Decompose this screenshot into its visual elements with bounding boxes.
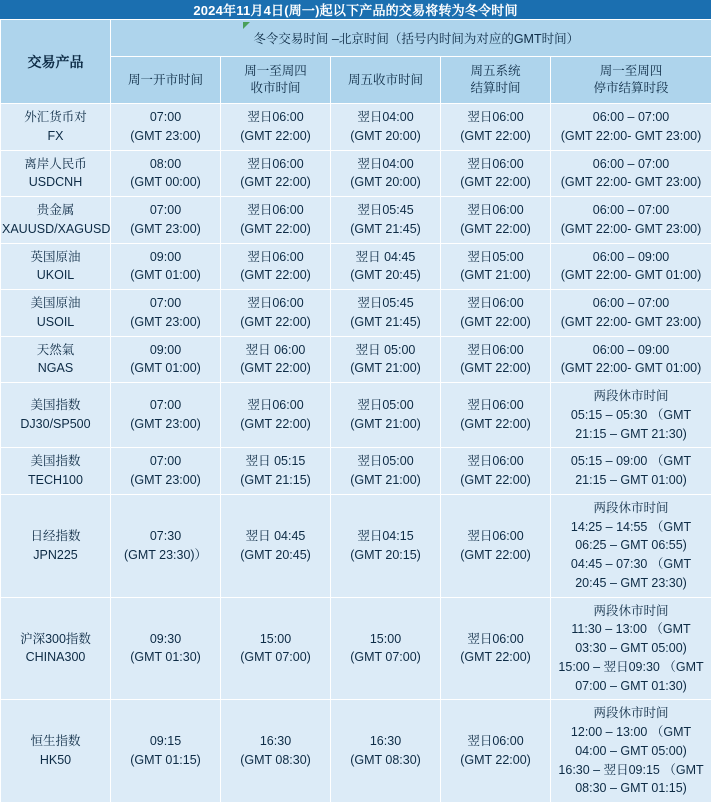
close-mon-thu-cell-local: 15:00: [260, 632, 291, 646]
close-mon-thu-cell-local: 翌日06:00: [247, 296, 303, 310]
settle-fri-cell-local: 翌日06:00: [467, 398, 523, 412]
close-fri-cell-local: 翌日05:00: [357, 454, 413, 468]
break-settlement-cell: [551, 104, 711, 151]
open-time-cell-local: 07:00: [150, 203, 181, 217]
product-symbol: USOIL: [2, 313, 109, 332]
break-line: (GMT 22:00- GMT 01:00): [553, 359, 709, 378]
settle-fri-cell-gmt: (GMT 21:00): [443, 266, 548, 285]
open-time-cell: [111, 700, 221, 803]
close-mon-thu-cell: [221, 197, 331, 244]
header-col-settle-fri: [441, 57, 551, 104]
product-cell: [1, 448, 111, 495]
close-fri-cell-local: 翌日04:00: [357, 110, 413, 124]
table-row: [1, 383, 711, 448]
close-mon-thu-cell-gmt: (GMT 22:00): [223, 313, 328, 332]
settle-fri-cell-gmt: (GMT 22:00): [443, 751, 548, 770]
close-fri-cell: [331, 597, 441, 700]
product-cell: [1, 150, 111, 197]
break-settlement-cell: [551, 597, 711, 700]
product-name: 外汇货币对: [2, 108, 109, 127]
table-row: [1, 597, 711, 700]
close-fri-cell-local: 翌日05:45: [357, 203, 413, 217]
open-time-cell: [111, 290, 221, 337]
page-title: [0, 0, 711, 19]
close-fri-cell: [331, 243, 441, 290]
break-line: 06:00 – 09:00: [553, 341, 709, 360]
open-time-cell: [111, 197, 221, 244]
table-row: [1, 243, 711, 290]
open-time-cell: [111, 597, 221, 700]
open-time-cell-local: 09:30: [150, 632, 181, 646]
break-line: 11:30 – 13:00 （GMT: [553, 620, 709, 639]
break-line: (GMT 22:00- GMT 23:00): [553, 173, 709, 192]
settle-fri-cell-gmt: (GMT 22:00): [443, 173, 548, 192]
close-mon-thu-cell: [221, 336, 331, 383]
header-col-close-mon-thu-l1: 周一至周四: [222, 63, 329, 80]
header-col-break-l1: 周一至周四: [552, 63, 710, 80]
table-row: [1, 336, 711, 383]
settle-fri-cell-gmt: (GMT 22:00): [443, 648, 548, 667]
close-mon-thu-cell: [221, 494, 331, 597]
break-line: (GMT 22:00- GMT 23:00): [553, 127, 709, 146]
settle-fri-cell: [441, 700, 551, 803]
break-settlement-cell: [551, 383, 711, 448]
open-time-cell-local: 07:00: [150, 398, 181, 412]
break-note: 两段休市时间: [553, 704, 709, 723]
break-line: 06:00 – 09:00: [553, 248, 709, 267]
open-time-cell: [111, 104, 221, 151]
table-row: [1, 290, 711, 337]
settle-fri-cell-gmt: (GMT 22:00): [443, 471, 548, 490]
close-mon-thu-cell-gmt: (GMT 21:15): [223, 471, 328, 490]
close-fri-cell-local: 翌日04:00: [357, 157, 413, 171]
open-time-cell-gmt: (GMT 23:00): [113, 415, 218, 434]
close-mon-thu-cell: [221, 243, 331, 290]
break-settlement-cell: [551, 197, 711, 244]
close-fri-cell-gmt: (GMT 08:30): [333, 751, 438, 770]
close-mon-thu-cell: [221, 290, 331, 337]
product-symbol: HK50: [2, 751, 109, 770]
close-fri-cell: [331, 104, 441, 151]
open-time-cell: [111, 383, 221, 448]
settle-fri-cell-local: 翌日06:00: [467, 296, 523, 310]
open-time-cell-gmt: (GMT 23:00): [113, 313, 218, 332]
open-time-cell-gmt: (GMT 01:15): [113, 751, 218, 770]
product-symbol: CHINA300: [2, 648, 109, 667]
header-span-title-text: 冬令交易时间 –北京时间（括号内时间为对应的GMT时间）: [253, 32, 579, 46]
close-mon-thu-cell-local: 翌日06:00: [247, 157, 303, 171]
break-line: 05:15 – 05:30 （GMT: [553, 406, 709, 425]
open-time-cell-local: 09:00: [150, 343, 181, 357]
settle-fri-cell: [441, 494, 551, 597]
product-symbol: JPN225: [2, 546, 109, 565]
product-name: 贵金属: [2, 201, 109, 220]
header-col-open-l1: 周一开市时间: [112, 72, 219, 89]
close-fri-cell-gmt: (GMT 20:00): [333, 173, 438, 192]
break-line: 20:45 – GMT 23:30): [553, 574, 709, 593]
open-time-cell-gmt: (GMT 23:00): [113, 471, 218, 490]
break-line: 05:15 – 09:00 （GMT: [553, 452, 709, 471]
open-time-cell-local: 07:00: [150, 296, 181, 310]
open-time-cell: [111, 448, 221, 495]
break-settlement-cell: [551, 290, 711, 337]
close-fri-cell-gmt: (GMT 21:00): [333, 415, 438, 434]
close-mon-thu-cell-gmt: (GMT 22:00): [223, 220, 328, 239]
corner-marker-icon: [243, 22, 250, 29]
break-line: (GMT 22:00- GMT 23:00): [553, 313, 709, 332]
settle-fri-cell: [441, 383, 551, 448]
product-cell: [1, 197, 111, 244]
close-fri-cell-gmt: (GMT 21:45): [333, 313, 438, 332]
close-mon-thu-cell-local: 翌日 06:00: [246, 343, 306, 357]
break-line: 08:30 – GMT 01:15): [553, 779, 709, 798]
break-settlement-cell: [551, 150, 711, 197]
close-fri-cell: [331, 150, 441, 197]
open-time-cell-gmt: (GMT 23:00): [113, 127, 218, 146]
settle-fri-cell-local: 翌日05:00: [467, 250, 523, 264]
break-settlement-cell: [551, 494, 711, 597]
close-mon-thu-cell-local: 翌日06:00: [247, 398, 303, 412]
close-mon-thu-cell-local: 16:30: [260, 734, 291, 748]
open-time-cell-local: 07:00: [150, 454, 181, 468]
close-fri-cell-local: 15:00: [370, 632, 401, 646]
break-line: (GMT 22:00- GMT 01:00): [553, 266, 709, 285]
break-line: 03:30 – GMT 05:00): [553, 639, 709, 658]
product-name: 天然氣: [2, 341, 109, 360]
close-mon-thu-cell-local: 翌日06:00: [247, 203, 303, 217]
settle-fri-cell-local: 翌日06:00: [467, 110, 523, 124]
product-cell: [1, 336, 111, 383]
close-fri-cell-gmt: (GMT 20:00): [333, 127, 438, 146]
product-name: 恒生指数: [2, 732, 109, 751]
break-line: (GMT 22:00- GMT 23:00): [553, 220, 709, 239]
header-col-close-fri: [331, 57, 441, 104]
close-mon-thu-cell: [221, 150, 331, 197]
table-row: [1, 448, 711, 495]
close-mon-thu-cell-gmt: (GMT 07:00): [223, 648, 328, 667]
break-note: 两段休市时间: [553, 387, 709, 406]
close-fri-cell-local: 翌日 04:45: [356, 250, 416, 264]
close-fri-cell-gmt: (GMT 21:00): [333, 359, 438, 378]
product-cell: [1, 597, 111, 700]
break-line: 06:25 – GMT 06:55): [553, 536, 709, 555]
product-name: 日经指数: [2, 527, 109, 546]
settle-fri-cell: [441, 290, 551, 337]
product-name: 沪深300指数: [2, 630, 109, 649]
header-col-close-mon-thu-l2: 收市时间: [222, 80, 329, 97]
close-mon-thu-cell-gmt: (GMT 22:00): [223, 359, 328, 378]
break-note: 两段休市时间: [553, 602, 709, 621]
close-fri-cell-gmt: (GMT 20:15): [333, 546, 438, 565]
product-cell: [1, 243, 111, 290]
settle-fri-cell: [441, 197, 551, 244]
open-time-cell-gmt: (GMT 01:00): [113, 359, 218, 378]
settle-fri-cell-local: 翌日06:00: [467, 454, 523, 468]
close-fri-cell-local: 翌日05:00: [357, 398, 413, 412]
close-mon-thu-cell: [221, 383, 331, 448]
settle-fri-cell: [441, 336, 551, 383]
product-symbol: USDCNH: [2, 173, 109, 192]
close-fri-cell: [331, 448, 441, 495]
settle-fri-cell-local: 翌日06:00: [467, 157, 523, 171]
product-name: 离岸人民币: [2, 155, 109, 174]
header-col-settle-fri-l2: 结算时间: [442, 80, 549, 97]
product-symbol: TECH100: [2, 471, 109, 490]
open-time-cell-gmt: (GMT 01:00): [113, 266, 218, 285]
break-line: 06:00 – 07:00: [553, 201, 709, 220]
settle-fri-cell: [441, 150, 551, 197]
table-body: [1, 104, 711, 803]
product-name: 美国指数: [2, 452, 109, 471]
break-line: 21:15 – GMT 01:00): [553, 471, 709, 490]
settle-fri-cell-gmt: (GMT 22:00): [443, 127, 548, 146]
close-mon-thu-cell-local: 翌日 05:15: [246, 454, 306, 468]
open-time-cell: [111, 336, 221, 383]
close-fri-cell: [331, 700, 441, 803]
close-mon-thu-cell-local: 翌日 04:45: [246, 529, 306, 543]
product-name: 英国原油: [2, 248, 109, 267]
close-mon-thu-cell-local: 翌日06:00: [247, 110, 303, 124]
close-mon-thu-cell: [221, 104, 331, 151]
product-cell: [1, 494, 111, 597]
product-symbol: DJ30/SP500: [2, 415, 109, 434]
close-fri-cell-gmt: (GMT 21:45): [333, 220, 438, 239]
break-line: 14:25 – 14:55 （GMT: [553, 518, 709, 537]
product-symbol: XAUUSD/XAGUSD: [2, 220, 109, 239]
open-time-cell: [111, 243, 221, 290]
open-time-cell: [111, 150, 221, 197]
break-line: 04:00 – GMT 05:00): [553, 742, 709, 761]
break-settlement-cell: [551, 243, 711, 290]
close-mon-thu-cell-gmt: (GMT 22:00): [223, 173, 328, 192]
header-product-label: 交易产品: [28, 54, 84, 70]
open-time-cell-local: 08:00: [150, 157, 181, 171]
close-mon-thu-cell: [221, 448, 331, 495]
table-row: [1, 197, 711, 244]
close-mon-thu-cell-gmt: (GMT 08:30): [223, 751, 328, 770]
close-fri-cell: [331, 336, 441, 383]
close-fri-cell-local: 翌日05:45: [357, 296, 413, 310]
close-fri-cell-gmt: (GMT 07:00): [333, 648, 438, 667]
table-row: [1, 104, 711, 151]
settle-fri-cell-local: 翌日06:00: [467, 734, 523, 748]
close-mon-thu-cell-gmt: (GMT 22:00): [223, 127, 328, 146]
header-col-close-fri-l1: 周五收市时间: [332, 72, 439, 89]
break-line: 16:30 – 翌日09:15 （GMT: [553, 761, 709, 780]
table-row: [1, 494, 711, 597]
product-symbol: UKOIL: [2, 266, 109, 285]
open-time-cell-gmt: (GMT 00:00): [113, 173, 218, 192]
page-title-text: 2024年11月4日(周一)起以下产品的交易将转为冬令时间: [193, 0, 517, 19]
header-span-title: [111, 20, 711, 57]
product-name: 美国指数: [2, 396, 109, 415]
header-col-open: [111, 57, 221, 104]
settle-fri-cell-gmt: (GMT 22:00): [443, 313, 548, 332]
settle-fri-cell-local: 翌日06:00: [467, 203, 523, 217]
settle-fri-cell: [441, 104, 551, 151]
settle-fri-cell-gmt: (GMT 22:00): [443, 359, 548, 378]
header-col-settle-fri-l1: 周五系统: [442, 63, 549, 80]
settle-fri-cell-local: 翌日06:00: [467, 343, 523, 357]
break-settlement-cell: [551, 448, 711, 495]
break-line: 15:00 – 翌日09:30 （GMT: [553, 658, 709, 677]
break-line: 06:00 – 07:00: [553, 294, 709, 313]
settle-fri-cell: [441, 448, 551, 495]
close-fri-cell-local: 16:30: [370, 734, 401, 748]
close-mon-thu-cell-gmt: (GMT 20:45): [223, 546, 328, 565]
table-row: [1, 700, 711, 803]
open-time-cell-gmt: (GMT 23:30)）: [113, 546, 218, 565]
settle-fri-cell: [441, 597, 551, 700]
product-cell: [1, 104, 111, 151]
break-line: 12:00 – 13:00 （GMT: [553, 723, 709, 742]
close-mon-thu-cell-local: 翌日06:00: [247, 250, 303, 264]
header-col-break: [551, 57, 711, 104]
close-fri-cell: [331, 197, 441, 244]
settle-fri-cell-local: 翌日06:00: [467, 632, 523, 646]
open-time-cell-local: 09:00: [150, 250, 181, 264]
break-line: 06:00 – 07:00: [553, 155, 709, 174]
close-fri-cell-local: 翌日04:15: [357, 529, 413, 543]
break-settlement-cell: [551, 700, 711, 803]
break-line: 04:45 – 07:30 （GMT: [553, 555, 709, 574]
close-mon-thu-cell: [221, 700, 331, 803]
header-col-break-l2: 停市结算时段: [552, 80, 710, 97]
close-fri-cell: [331, 494, 441, 597]
header-product-col: [1, 20, 111, 104]
product-cell: [1, 383, 111, 448]
close-fri-cell-local: 翌日 05:00: [356, 343, 416, 357]
open-time-cell-local: 07:30: [150, 529, 181, 543]
break-note: 两段休市时间: [553, 499, 709, 518]
open-time-cell-local: 07:00: [150, 110, 181, 124]
settle-fri-cell-gmt: (GMT 22:00): [443, 546, 548, 565]
open-time-cell-local: 09:15: [150, 734, 181, 748]
break-line: 07:00 – GMT 01:30): [553, 677, 709, 696]
table-row: [1, 150, 711, 197]
open-time-cell: [111, 494, 221, 597]
settle-fri-cell-gmt: (GMT 22:00): [443, 415, 548, 434]
product-symbol: NGAS: [2, 359, 109, 378]
product-name: 美国原油: [2, 294, 109, 313]
break-line: 06:00 – 07:00: [553, 108, 709, 127]
product-cell: [1, 290, 111, 337]
header-col-close-mon-thu: [221, 57, 331, 104]
table-header-top-row: [1, 20, 711, 57]
open-time-cell-gmt: (GMT 23:00): [113, 220, 218, 239]
open-time-cell-gmt: (GMT 01:30): [113, 648, 218, 667]
settle-fri-cell-gmt: (GMT 22:00): [443, 220, 548, 239]
product-symbol: FX: [2, 127, 109, 146]
close-fri-cell-gmt: (GMT 20:45): [333, 266, 438, 285]
settle-fri-cell: [441, 243, 551, 290]
product-cell: [1, 700, 111, 803]
close-mon-thu-cell-gmt: (GMT 22:00): [223, 266, 328, 285]
close-fri-cell: [331, 290, 441, 337]
close-mon-thu-cell-gmt: (GMT 22:00): [223, 415, 328, 434]
break-settlement-cell: [551, 336, 711, 383]
settle-fri-cell-local: 翌日06:00: [467, 529, 523, 543]
close-fri-cell: [331, 383, 441, 448]
trading-hours-table: [0, 19, 711, 803]
close-fri-cell-gmt: (GMT 21:00): [333, 471, 438, 490]
close-mon-thu-cell: [221, 597, 331, 700]
break-line: 21:15 – GMT 21:30): [553, 425, 709, 444]
